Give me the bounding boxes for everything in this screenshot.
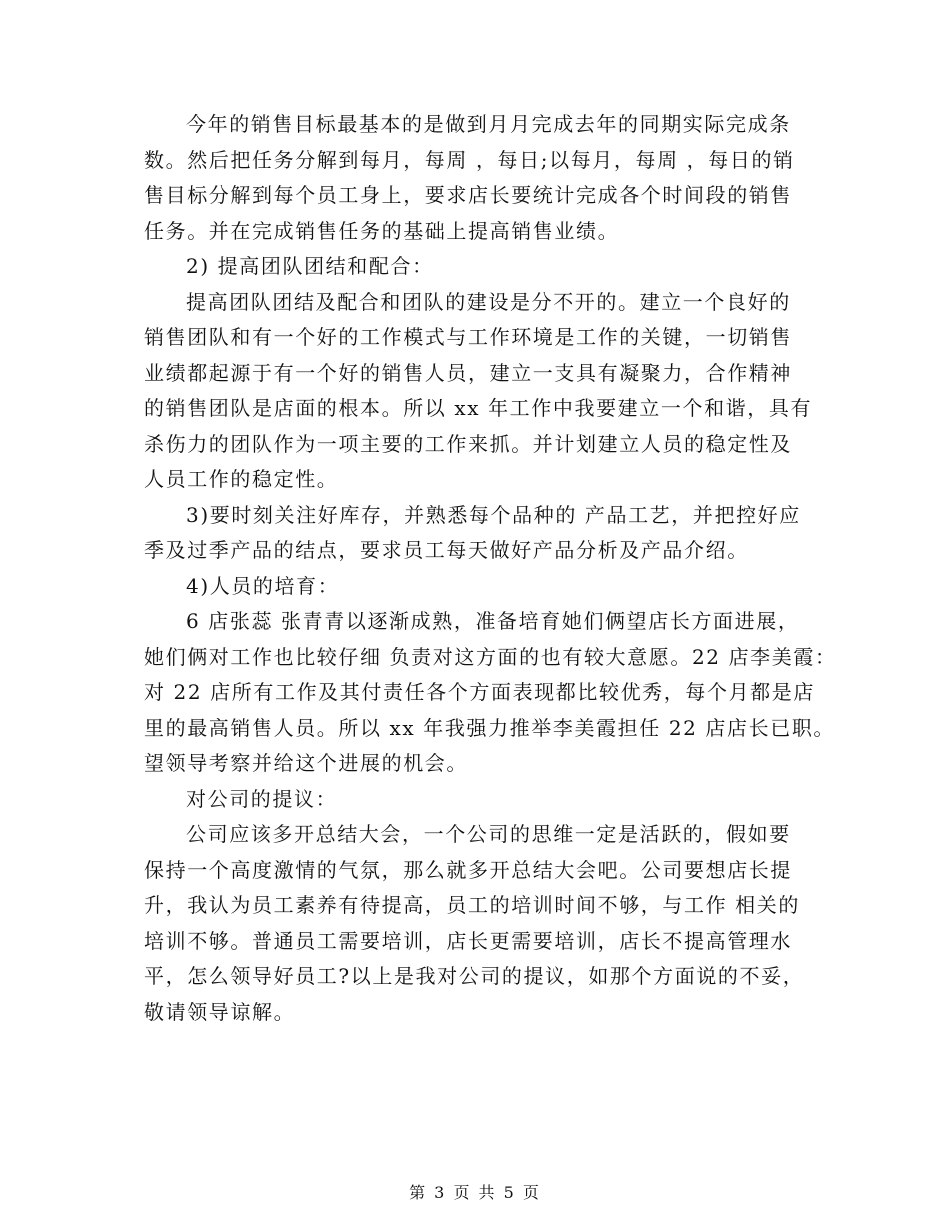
text-line: 望领导考察并给这个进展的机会。 [144,751,468,775]
document-body [144,107,837,1030]
text-line: 平，怎么领导好员工?以上是我对公司的提议，如那个方面说的不妥， [144,964,805,988]
text-line: 杀伤力的团队作为一项主要的工作来抓。并计划建立人员的稳定性及 [144,431,792,456]
text-line: 季及过季产品的结点，要求员工每天做好产品分析及产品介绍。 [144,538,749,562]
text-line: 人员工作的稳定性。 [144,467,339,491]
text-line: 销售团队和有一个好的工作模式与工作环境是工作的关键，一切销售 [144,325,792,349]
text-line: 对 22 店所有工作及其付责任各个方面表现都比较优秀，每个月都是店 [144,680,815,704]
text-line: 她们俩对工作也比较仔细 负责对这方面的也有较大意愿。22 店李美霞： [144,644,837,669]
text-line: 数。然后把任务分解到每月，每周 ，每日;以每月，每周 ，每日的销 [144,147,795,172]
section-heading: 2) 提高团队团结和配合： [186,254,434,278]
text-line: 培训不够。普通员工需要培训，店长更需要培训，店长不提高管理水 [144,928,792,953]
text-line: 3)要时刻关注好库存，并熟悉每个品种的 产品工艺，并把控好应 [186,502,801,527]
text-line: 升，我认为员工素养有待提高，员工的培训时间不够，与工作 相关的 [144,893,800,917]
text-line: 售目标分解到每个员工身上，要求店长要统计完成各个时间段的销售 [144,183,792,207]
page-number-footer: 第 3 页 共 5 页 [409,1183,541,1202]
section-heading: 4)人员的培育： [186,573,340,598]
text-line: 的销售团队是店面的根本。所以 xx 年工作中我要建立一个和谐，具有 [144,396,813,420]
text-line: 保持一个高度激情的气氛，那么就多开总结大会吧。公司要想店长提 [144,857,792,882]
text-line: 今年的销售目标最基本的是做到月月完成去年的同期实际完成条 [186,112,791,136]
text-line: 业绩都起源于有一个好的销售人员，建立一支具有凝聚力，合作精神 [144,360,792,385]
text-line: 6 店张蕊 张青青以逐渐成熟，准备培育她们俩望店长方面进展， [186,609,800,633]
text-line: 敬请领导谅解。 [144,999,296,1024]
section-heading: 对公司的提议： [186,786,338,811]
text-line: 任务。并在完成销售任务的基础上提高销售业绩。 [144,218,620,243]
text-line: 里的最高销售人员。所以 xx 年我强力推举李美霞担任 22 店店长已职。 [144,715,836,740]
text-line: 公司应该多开总结大会，一个公司的思维一定是活跃的，假如要 [186,822,791,846]
text-line: 提高团队团结及配合和团队的建设是分不开的。建立一个良好的 [186,289,791,314]
